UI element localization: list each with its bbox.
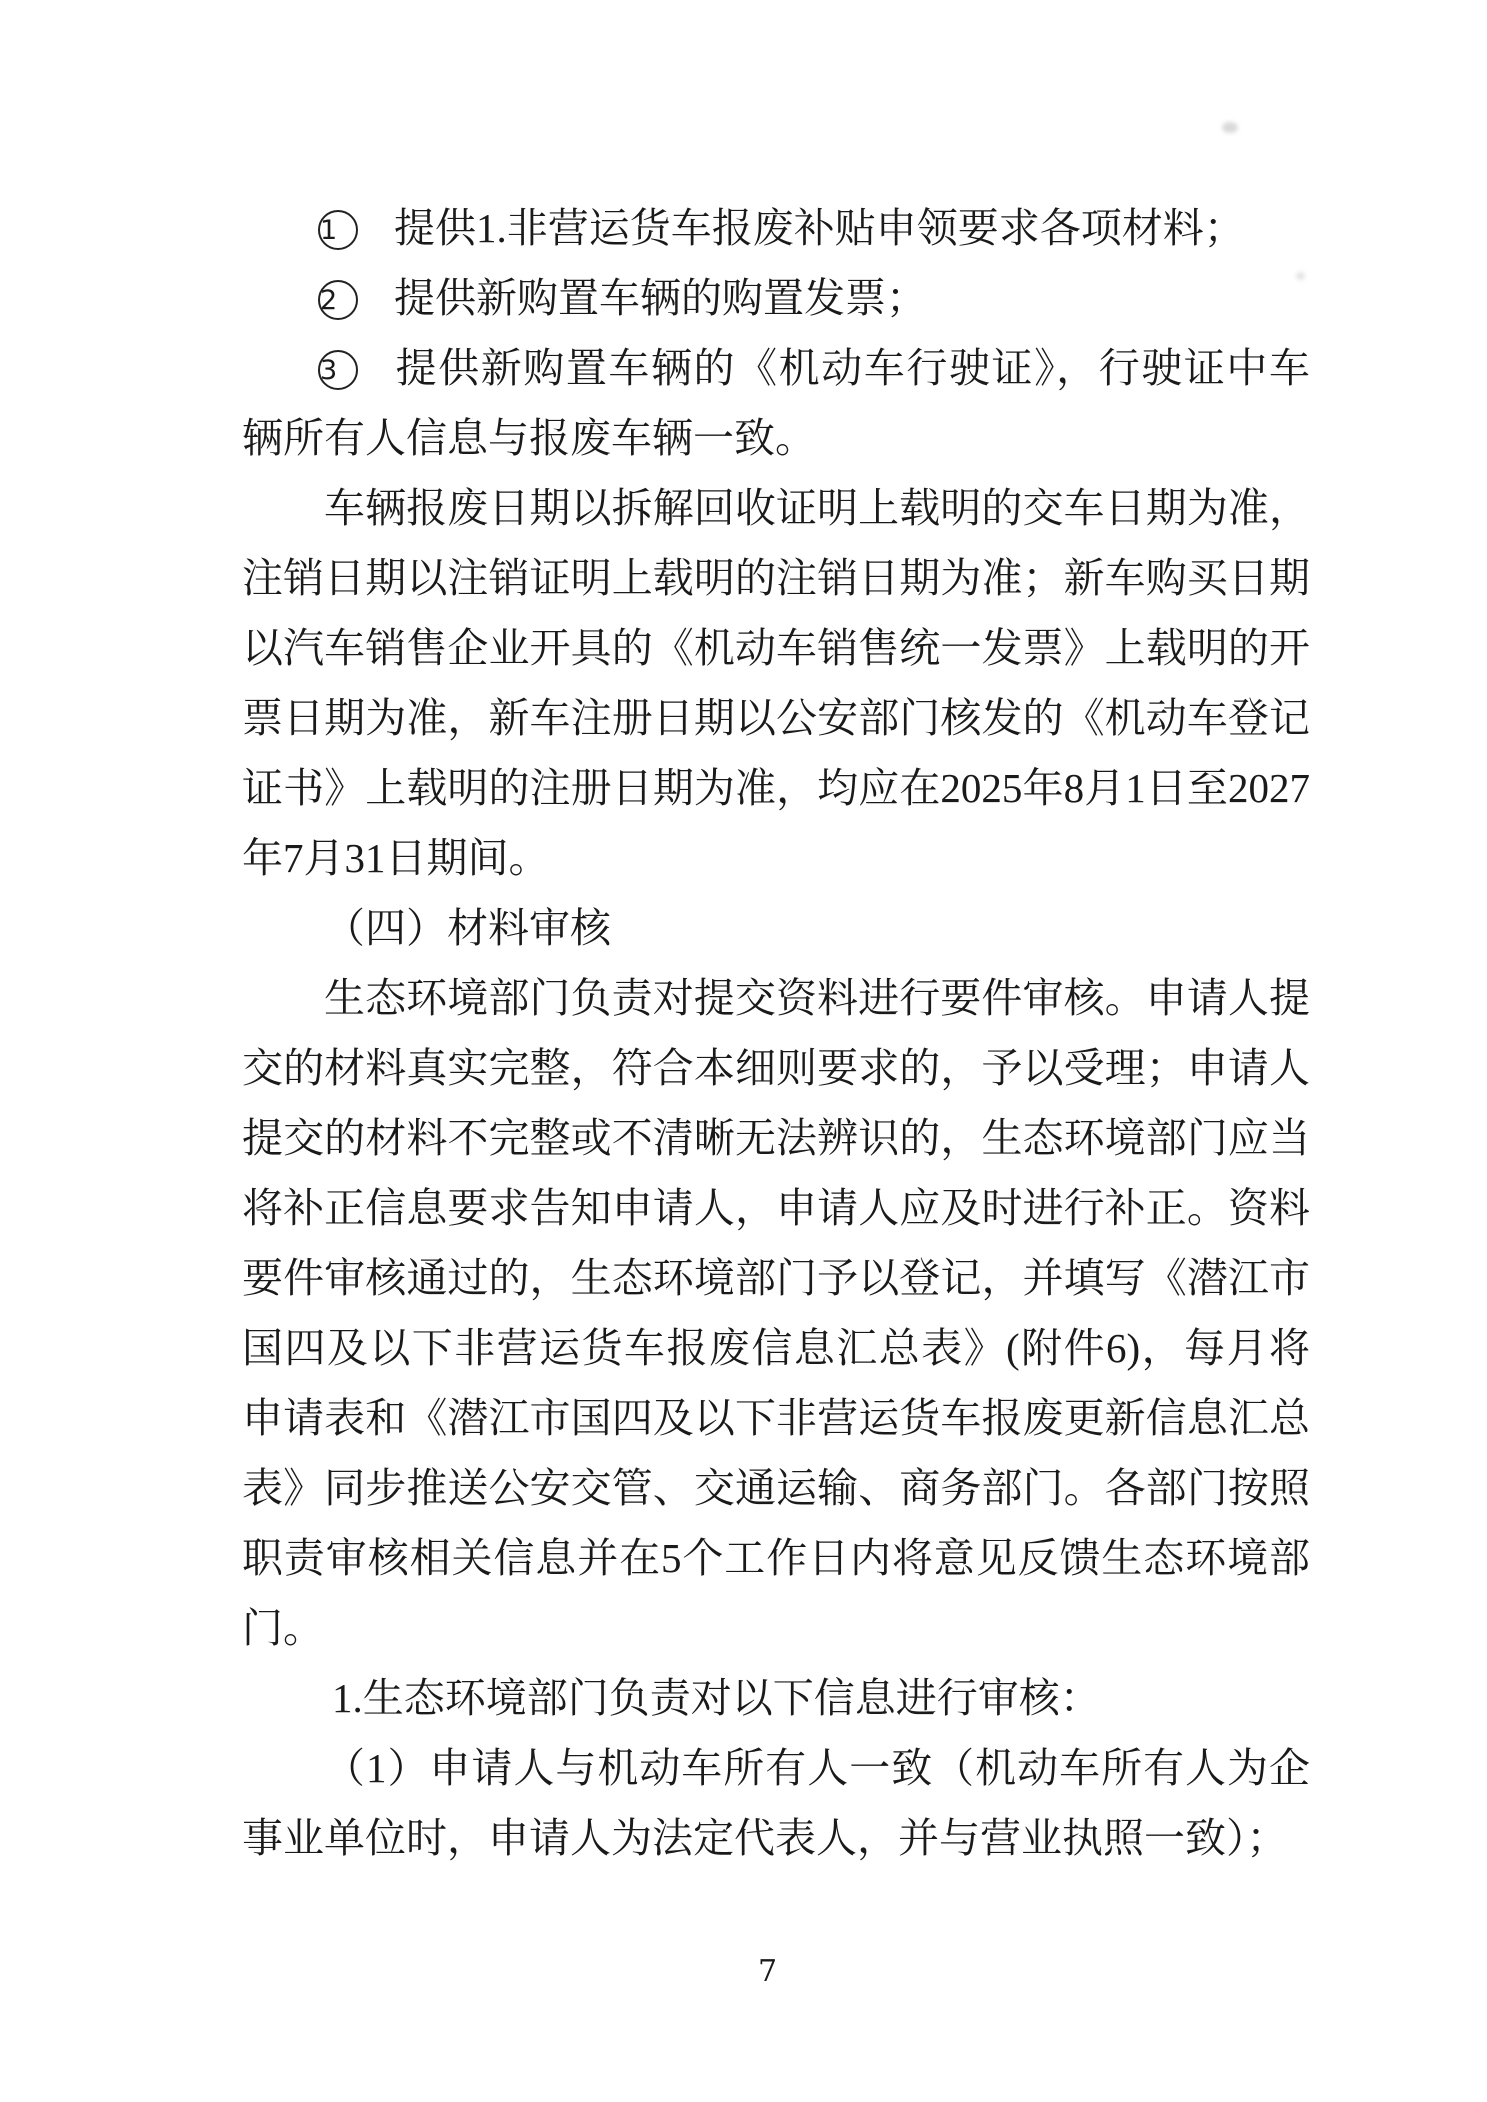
paragraph-review-item-1: （1）申请人与机动车所有人一致（机动车所有人为企事业单位时，申请人为法定代表人，并与营业执照一致）； xyxy=(242,1745,1310,1861)
list-item-1 xyxy=(242,193,1310,263)
list-item-3 xyxy=(242,333,1310,473)
paragraph-review-lead-in: 1.生态环境部门负责对以下信息进行审核： xyxy=(332,1675,1101,1721)
section-heading-material-review: （四）材料审核 xyxy=(324,905,611,951)
document-body xyxy=(242,193,1310,1873)
circled-3-marker: 3 xyxy=(318,350,358,390)
scan-artifact xyxy=(1222,122,1238,133)
list-item-2-text: 提供新购置车辆的购置发票； xyxy=(394,275,927,321)
paragraph-vehicle-dates: 车辆报废日期以拆解回收证明上载明的交车日期为准，注销日期以注销证明上载明的注销日期为准；新车购买日期以汽车销售企业开具的《机动车销售统一发票》上载明的开票日期为准，新车注册日期以公安部门核发的《机动车登记证书》上载明的注册日期为准，均应在2025年8月1日至2027年7月31日期间。 xyxy=(242,485,1310,881)
list-item-1-text: 提供1.非营运货车报废补贴申领要求各项材料； xyxy=(394,205,1245,251)
circled-2-marker: 2 xyxy=(318,280,358,320)
paragraph-material-review: 生态环境部门负责对提交资料进行要件审核。申请人提交的材料真实完整，符合本细则要求的，予以受理；申请人提交的材料不完整或不清晰无法辨识的，生态环境部门应当将补正信息要求告知申请人，申请人应及时进行补正。资料要件审核通过的，生态环境部门予以登记，并填写《潜江市国四及以下非营运货车报废信息汇总表》(附件6)，每月将申请表和《潜江市国四及以下非营运货车报废更新信息汇总表》同步推送公安交管、交通运输、商务部门。各部门按照职责审核相关信息并在5个工作日内将意见反馈生态环境部门。 xyxy=(242,975,1310,1651)
page-number: 7 xyxy=(757,1954,778,1989)
list-item-3-text: 提供新购置车辆的《机动车行驶证》，行驶证中车辆所有人信息与报废车辆一致。 xyxy=(242,345,1310,461)
circled-1-marker: 1 xyxy=(318,210,358,250)
list-item-2 xyxy=(242,263,1310,333)
